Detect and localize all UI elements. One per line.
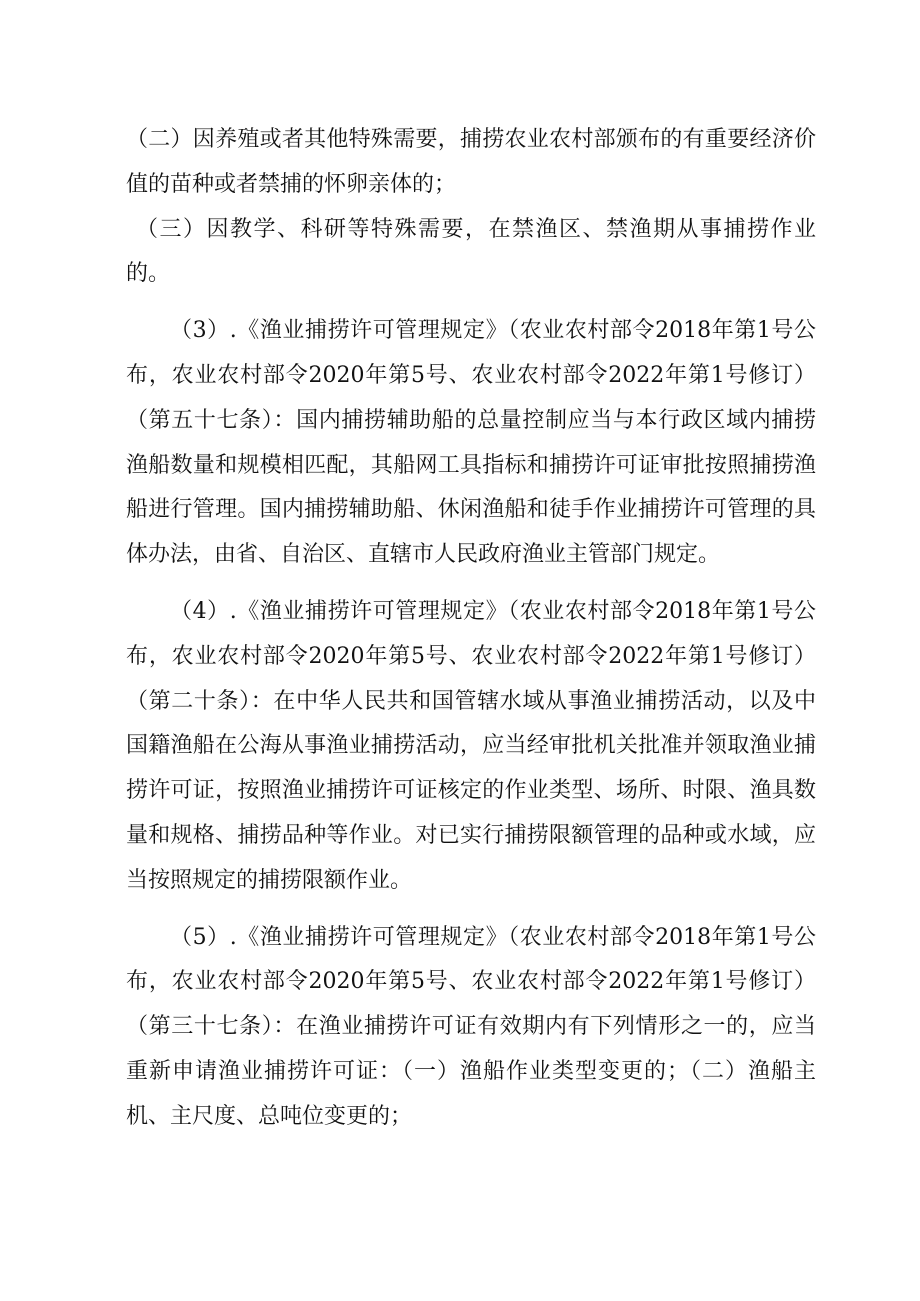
paragraph-item-3: （三）因教学、科研等特殊需要，在禁渔区、禁渔期从事捕捞作业的。: [126, 216, 816, 287]
paragraph-item-2: （二）因养殖或者其他特殊需要，捕捞农业农村部颁布的有重要经济价值的苗种或者禁捕的怀卵亲体的；: [126, 127, 816, 197]
paragraph-clause-57: （3）.《渔业捕捞许可管理规定》（农业农村部令2018年第1号公布，农业农村部令2020年第5号、农业农村部令2022年第1号修订）（第五十七条）：国内捕捞辅助船的总量控制应当与本行政区域内捕捞渔船数量和规模相匹配，其船网工具指标和捕捞许可证审批按照捕捞渔船进行管理。国内捕捞辅助船、休闲渔船和徒手作业捕捞许可管理的具体办法，由省、自治区、直辖市人民政府渔业主管部门规定。: [126, 318, 816, 568]
paragraph-clause-37: （5）.《渔业捕捞许可管理规定》（农业农村部令2018年第1号公布，农业农村部令2020年第5号、农业农村部令2022年第1号修订）（第三十七条）：在渔业捕捞许可证有效期内有下列情形之一的，应当重新申请渔业捕捞许可证：（一）渔船作业类型变更的；（二）渔船主机、主尺度、总吨位变更的；: [126, 924, 816, 1129]
paragraph-clause-20: （4）.《渔业捕捞许可管理规定》（农业农村部令2018年第1号公布，农业农村部令2020年第5号、农业农村部令2022年第1号修订）（第二十条）：在中华人民共和国管辖水域从事渔业捕捞活动，以及中国籍渔船在公海从事渔业捕捞活动，应当经审批机关批准并领取渔业捕捞许可证，按照渔业捕捞许可证核定的作业类型、场所、时限、渔具数量和规格、捕捞品种等作业。对已实行捕捞限额管理的品种或水域，应当按照规定的捕捞限额作业。: [126, 598, 816, 893]
document-body: [126, 118, 816, 1140]
